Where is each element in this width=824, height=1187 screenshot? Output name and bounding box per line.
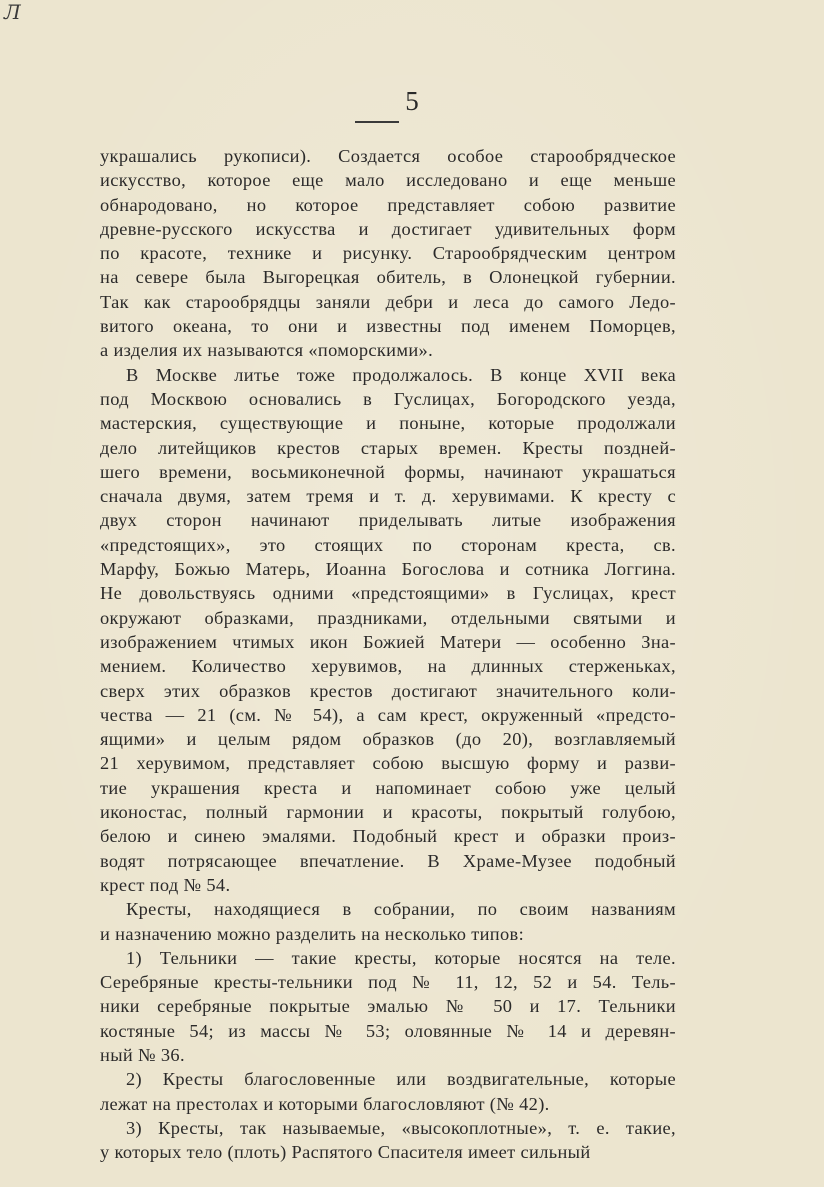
text-line: витого океана, то они и известны под именем Поморцев, [100, 316, 676, 337]
text-line: крест под № 54. [100, 874, 231, 895]
text-line: 3) Кресты, так называемые, «высокоплотные», т. е. такие, [126, 1117, 676, 1138]
text-line: ящими» и целым рядом образков (до 20), возглавляемый [100, 729, 676, 750]
paragraph [100, 897, 676, 946]
text-line: украшались рукописи). Создается особое старообрядческое [100, 146, 676, 166]
text-line: мастерския, существующие и поныне, которые продолжали [100, 413, 676, 434]
text-line: иконостас, полный гармонии и красоты, покрытый голубою, [100, 802, 676, 823]
paragraph [100, 363, 676, 898]
paragraph [100, 1116, 676, 1165]
text-line: водят потрясающее впечатление. В Храме-Музее подобный [100, 850, 676, 871]
text-line: под Москвою основались в Гуслицах, Богородского уезда, [100, 388, 676, 409]
text-line: мением. Количество херувимов, на длинных стерженьках, [100, 656, 676, 677]
text-line: двух сторон начинают приделывать литые изображения [100, 510, 676, 531]
text-line: дело литейщиков крестов старых времен. Кресты поздней- [100, 437, 676, 458]
text-line: по красоте, технике и рисунку. Старообрядческим центром [100, 243, 676, 264]
text-line: у которых тело (плоть) Распятого Спасителя имеет сильный [100, 1142, 591, 1163]
text-line: Не довольствуясь одними «предстоящими» в Гуслицах, крест [100, 583, 676, 604]
text-line: древне-русского искусства и достигает удивительных форм [100, 218, 676, 239]
body-text [100, 144, 676, 1164]
text-line: а изделия их называются «поморскими». [100, 340, 434, 361]
header-rule [355, 121, 399, 123]
text-line: В Москве литье тоже продолжалось. В конце XVII века [126, 364, 676, 385]
text-line: Марфу, Божью Матерь, Иоанна Богослова и сотника Логгина. [100, 559, 676, 580]
paragraph [100, 1067, 676, 1116]
text-line: тие украшения креста и напоминает собою уже целый [100, 777, 676, 798]
text-line: сначала двумя, затем тремя и т. д. херувимами. К кресту с [100, 486, 676, 507]
paragraph [100, 144, 676, 363]
text-line: 1) Тельники — такие кресты, которые носятся на теле. [126, 947, 676, 968]
text-line: шего времени, восьмиконечной формы, начинают украшаться [100, 461, 676, 482]
text-line: окружают образками, праздниками, отдельными святыми и [100, 607, 676, 628]
text-line: Кресты, находящиеся в собрании, по своим названиям [126, 899, 676, 920]
text-line: обнародовано, но которое представляет собою развитие [100, 194, 676, 215]
text-line: 21 херувимом, представляет собою высшую форму и разви- [100, 753, 676, 774]
text-line: ный № 36. [100, 1044, 185, 1065]
text-line: лежат на престолах и которыми благословляют (№ 42). [100, 1093, 550, 1114]
text-line: Так как старообрядцы заняли дебри и леса до самого Ледо- [100, 291, 676, 312]
page-number: 5 [405, 86, 419, 116]
text-line: на севере была Выгорецкая обитель, в Олонецкой губернии. [100, 267, 676, 288]
text-line: и назначению можно разделить на несколько типов: [100, 923, 525, 944]
text-line: белою и синею эмалями. Подобный крест и образки произ- [100, 826, 676, 847]
text-line: сверх этих образков крестов достигают значительного коли- [100, 680, 676, 701]
text-line: изображением чтимых икон Божией Матери — особенно Зна- [100, 631, 676, 652]
text-line: 2) Кресты благословенные или воздвигательные, которые [126, 1069, 676, 1090]
text-line: костяные 54; из массы № 53; оловянные № 14 и деревян- [100, 1020, 676, 1041]
text-line: ники серебряные покрытые эмалью № 50 и 17. Тельники [100, 996, 676, 1017]
text-line: искусство, которое еще мало исследовано и еще меньше [100, 170, 676, 191]
text-line: чества — 21 (см. № 54), а сам крест, окруженный «предсто- [100, 704, 676, 725]
paragraph [100, 946, 676, 1067]
text-line: «предстоящих», это стоящих по сторонам креста, св. [100, 534, 676, 555]
text-line: Серебряные кресты-тельники под № 11, 12, 52 и 54. Тель- [100, 972, 676, 993]
corner-mark: Л [4, 0, 21, 24]
